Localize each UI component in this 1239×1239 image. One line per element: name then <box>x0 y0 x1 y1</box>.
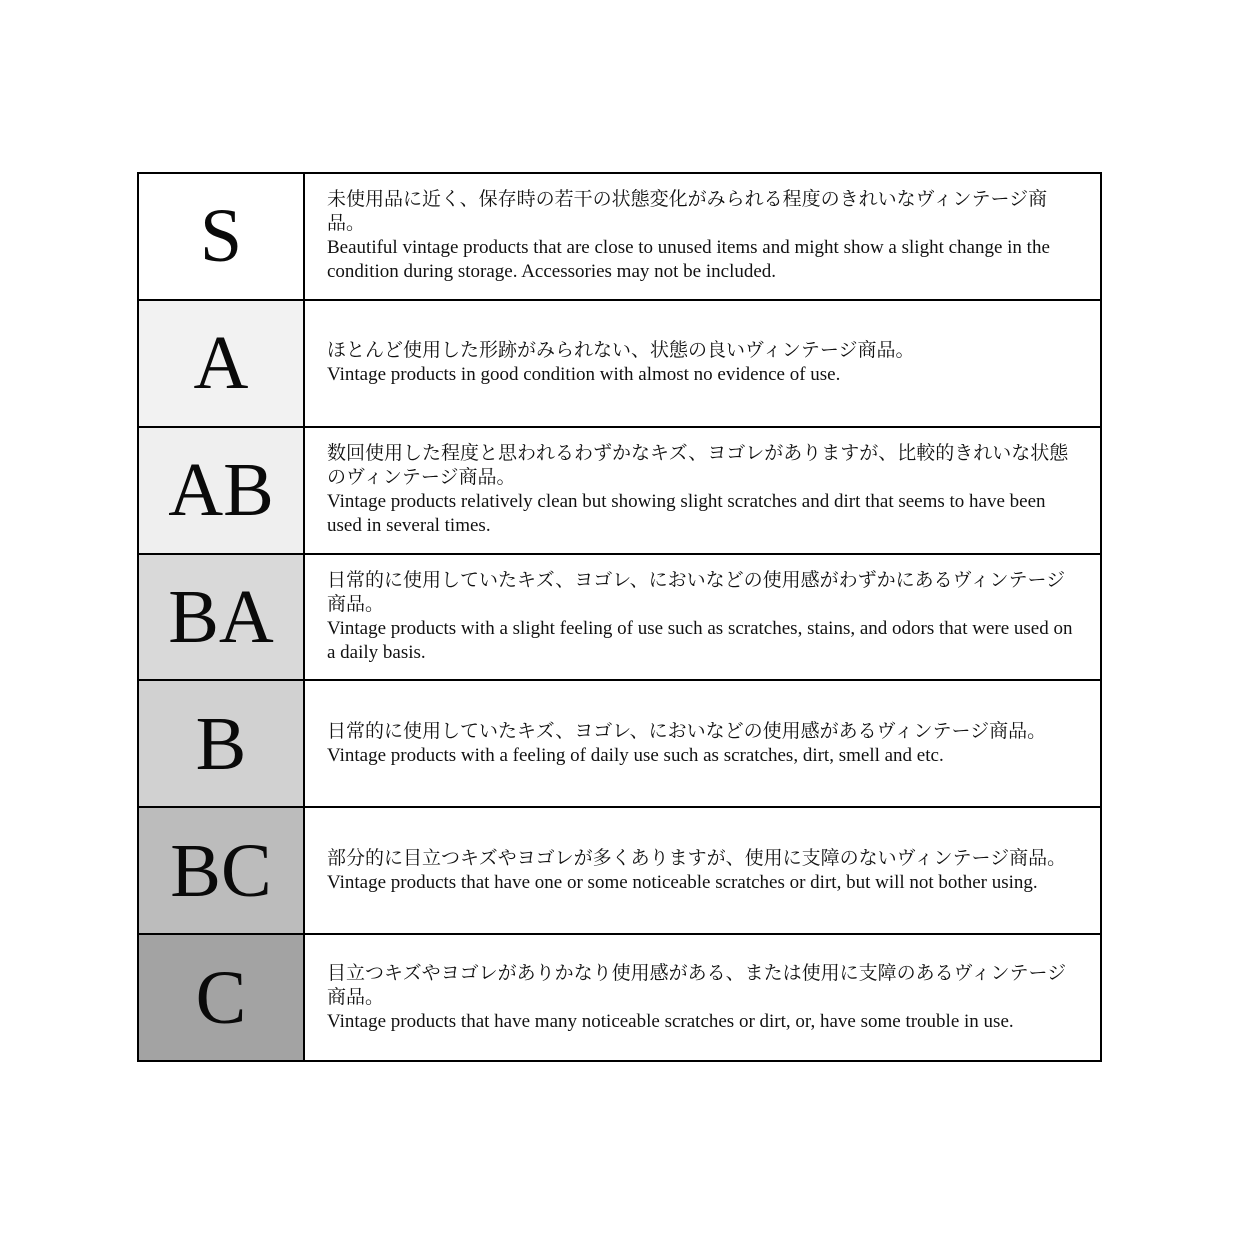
description-english: Vintage products that have many noticeable scratches or dirt, or, have some trouble in use. <box>327 1010 1014 1032</box>
condition-grade-table <box>137 172 1102 1062</box>
grade-row-ba <box>139 553 1100 680</box>
description-cell-b <box>305 681 1100 806</box>
grade-row-b <box>139 679 1100 806</box>
description-japanese: 日常的に使用していたキズ、ヨゴレ、においなどの使用感があるヴィンテージ商品。 <box>327 720 1047 742</box>
description-english: Beautiful vintage products that are close to unused items and might show a slight change in the condition during storage. Accessories may not be included. <box>327 237 1050 283</box>
grade-row-s <box>139 174 1100 299</box>
grade-label-b: B <box>139 681 305 806</box>
grade-label-bc: BC <box>139 808 305 933</box>
description-cell-ba <box>305 555 1100 680</box>
description-japanese: ほとんど使用した形跡がみられない、状態の良いヴィンテージ商品。 <box>327 340 915 362</box>
description-cell-s <box>305 174 1100 299</box>
description-english: Vintage products in good condition with almost no evidence of use. <box>327 364 841 386</box>
description-japanese: 目立つキズやヨゴレがありかなり使用感がある、または使用に支障のあるヴィンテージ商品。 <box>327 962 1067 1008</box>
grade-row-bc <box>139 806 1100 933</box>
description-english: Vintage products with a slight feeling of use such as scratches, stains, and odors that were used on a daily basis. <box>327 618 1073 663</box>
description-cell-ab <box>305 428 1100 553</box>
grade-label-a: A <box>139 301 305 426</box>
description-english: Vintage products that have one or some noticeable scratches or dirt, but will not bother using. <box>327 871 1038 893</box>
grade-label-ab: AB <box>139 428 305 553</box>
description-english: Vintage products relatively clean but showing slight scratches and dirt that seems to have been used in several times. <box>327 491 1046 537</box>
grade-row-c <box>139 933 1100 1060</box>
grade-row-ab <box>139 426 1100 553</box>
description-japanese: 日常的に使用していたキズ、ヨゴレ、においなどの使用感がわずかにあるヴィンテージ商品。 <box>327 570 1066 615</box>
grade-row-a <box>139 299 1100 426</box>
description-english: Vintage products with a feeling of daily use such as scratches, dirt, smell and etc. <box>327 744 944 766</box>
description-cell-a <box>305 301 1100 426</box>
description-japanese: 数回使用した程度と思われるわずかなキズ、ヨゴレがありますが、比較的きれいな状態のヴィンテージ商品。 <box>327 443 1069 489</box>
description-cell-bc <box>305 808 1100 933</box>
grade-label-s: S <box>139 174 305 299</box>
description-cell-c <box>305 935 1100 1060</box>
description-japanese: 部分的に目立つキズやヨゴレが多くありますが、使用に支障のないヴィンテージ商品。 <box>327 847 1067 869</box>
description-japanese: 未使用品に近く、保存時の若干の状態変化がみられる程度のきれいなヴィンテージ商品。 <box>327 189 1048 235</box>
grade-label-c: C <box>139 935 305 1060</box>
grade-label-ba: BA <box>139 555 305 680</box>
